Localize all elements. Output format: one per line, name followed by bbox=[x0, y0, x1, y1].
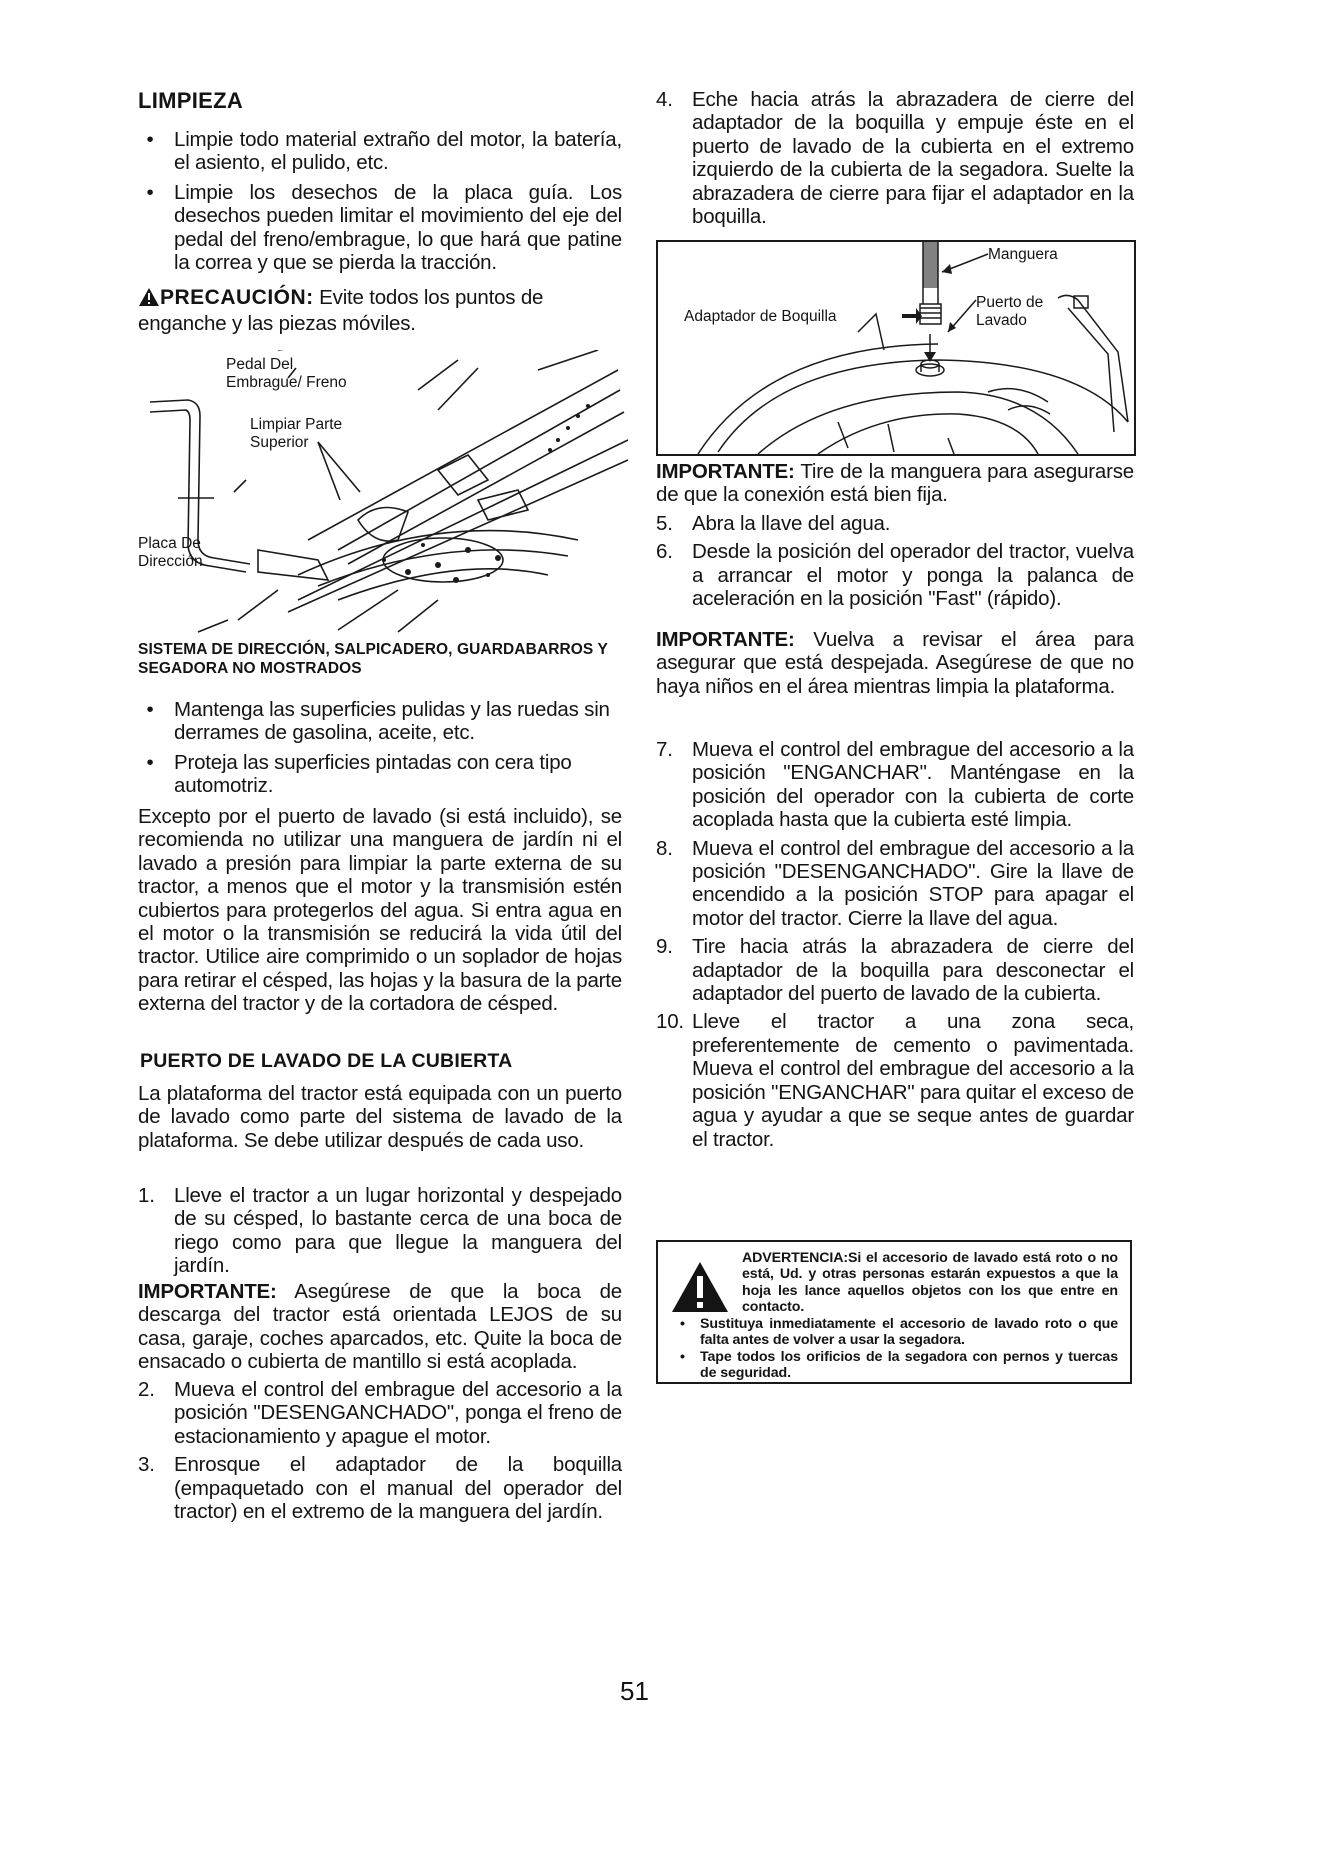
wash-port-illustration bbox=[658, 242, 1134, 454]
list-item: • Sustituya inmediatamente el accesorio de lavado roto o que falta antes de volver a usar la segadora. bbox=[680, 1316, 1118, 1349]
label-manguera: Manguera bbox=[988, 246, 1058, 263]
label-puerto: Puerto de Lavado bbox=[976, 294, 1044, 329]
list-item: • Mantenga las superficies pulidas y las ruedas sin derrames de gasolina, aceite, etc. bbox=[146, 698, 610, 745]
list-item: 6. Desde la posición del operador del tractor, vuelva a arrancar el motor y ponga la palanca de aceleración en la posición "Fast" (rápido). bbox=[656, 540, 1134, 611]
list-item: • Limpie todo material extraño del motor, la batería, el asiento, el pulido, etc. bbox=[146, 128, 622, 175]
excepto-paragraph: Excepto por el puerto de lavado (si está incluido), se recomienda no utilizar una manguera de jardín ni el lavado a presión para limpiar la parte externa de su tractor, a menos que el motor y la transmisión estén cubiertos para protegerlos del agua. Si entra agua en el motor o la transmisión se reducirá la vida útil del tractor. Utilice aire comprimido o un soplador de hojas para retirar el césped, las hojas y la basura de la parte externa del tractor y de la cortadora de césped. bbox=[138, 805, 622, 1016]
list-item: 2. Mueva el control del embrague del accesorio a la posición "DESENGANCHADO", ponga el freno de estacionamiento y apague el motor. bbox=[138, 1378, 622, 1448]
warning-triangle-icon bbox=[138, 287, 160, 312]
importante-2: IMPORTANTE: Tire de la manguera para asegurarse de que la conexión está bien fija. bbox=[656, 460, 1134, 507]
section-title-limpieza: LIMPIEZA bbox=[138, 88, 244, 113]
warning-message: ADVERTENCIA:Si el accesorio de lavado está roto o no está, Ud. y otras personas estarán expuestos a que la hoja les lance aquellos objetos con los que entre en contacto. bbox=[742, 1250, 1118, 1316]
precaucion-note: PRECAUCIÓN: Evite todos los puntos de enganche y las piezas móviles. bbox=[138, 286, 544, 336]
label-limpiar: Limpiar Parte Superior bbox=[250, 416, 343, 451]
list-item: 7. Mueva el control del embrague del accesorio a la posición "ENGANCHAR". Manténgase en la posición del operador con la cubierta de corte acoplada hasta que la cubierta esté limpia. bbox=[656, 738, 1134, 832]
list-item: • Limpie los desechos de la placa guía. Los desechos pueden limitar el movimiento del eje del pedal del freno/embrague, lo que hará que patine la correa y que se pierda la tracción. bbox=[146, 180, 622, 275]
list-item: 4. Eche hacia atrás la abrazadera de cierre del adaptador de la boquilla y empuje éste en el puerto de lavado de la cubierta en el extremo izquierdo de la cubierta de la segadora. Suelte la abrazadera de cierre para fijar el adaptador en la boquilla. bbox=[656, 88, 1134, 229]
section-title-puerto: PUERTO DE LAVADO DE LA CUBIERTA bbox=[140, 1050, 513, 1072]
list-item: 9. Tire hacia atrás la abrazadera de cierre del adaptador de la boquilla para desconectar el adaptador del puerto de lavado de la cubierta. bbox=[656, 935, 1134, 1006]
list-item: 3. Enrosque el adaptador de la boquilla (empaquetado con el manual del operador del tractor) en el extremo de la manguera del jardín. bbox=[138, 1453, 622, 1524]
list-item: 8. Mueva el control del embrague del accesorio a la posición "DESENGANCHADO". Gire la llave de encendido a la posición STOP para apagar el motor del tractor. Cierre la llave del agua. bbox=[656, 836, 1134, 930]
list-item: • Proteja las superficies pintadas con cera tipo automotriz. bbox=[146, 750, 572, 798]
step-1 bbox=[138, 1184, 622, 1283]
puerto-paragraph: La plataforma del tractor está equipada con un puerto de lavado como parte del sistema de lavado de la plataforma. Se debe utilizar después de cada uso. bbox=[138, 1082, 622, 1152]
steps-2-3 bbox=[138, 1378, 622, 1528]
list-item: 5. Abra la llave del agua. bbox=[656, 512, 891, 535]
importante-3: IMPORTANTE: Vuelva a revisar el área para asegurar que está despejada. Asegúrese de que no haya niños en el área mientras limpia la plataforma. bbox=[656, 628, 1134, 698]
limpieza-bullets bbox=[138, 128, 622, 280]
list-item: • Tape todos los orificios de la segadora con pernos y tuercas de seguridad. bbox=[680, 1348, 1118, 1382]
importante-1: IMPORTANTE: Asegúrese de que la boca de descarga del tractor está orientada LEJOS de su casa, garaje, coches aparcados, etc. Quite la boca de ensacado o cubierta de mantillo si está acoplada. bbox=[138, 1280, 622, 1374]
list-item: 10. Lleve el tractor a una zona seca, preferentemente de cemento o pavimentada. Mueva el control del embrague del accesorio a la posición "ENGANCHAR" para quitar el exceso de agua y ayudar a que se seque antes de guardar el tractor. bbox=[656, 1010, 1134, 1151]
wash-port-figure bbox=[656, 240, 1136, 456]
figure-caption: SISTEMA DE DIRECCIÓN, SALPICADERO, GUARDABARROS Y SEGADORA NO MOSTRADOS bbox=[138, 641, 608, 677]
warning-box bbox=[656, 1240, 1132, 1384]
page-number: 51 bbox=[620, 1676, 649, 1706]
step-4 bbox=[656, 88, 1134, 233]
warning-triangle-icon bbox=[670, 1260, 730, 1319]
list-item: 1. Lleve el tractor a un lugar horizontal y despejado de su césped, lo bastante cerca de una boca de riego como para que llegue la manguera del jardín. bbox=[138, 1184, 622, 1278]
label-placa: Placa De Dirección bbox=[138, 535, 203, 570]
care-bullets bbox=[138, 698, 622, 804]
label-pedal: Pedal Del Embrague/ Freno bbox=[226, 356, 347, 391]
steps-7-10 bbox=[656, 738, 1134, 1156]
pedal-plate-illustration bbox=[138, 350, 628, 640]
warning-bullets bbox=[678, 1316, 1118, 1382]
label-adaptador: Adaptador de Boquilla bbox=[684, 308, 837, 325]
steering-plate-figure bbox=[138, 350, 628, 640]
steps-5-6 bbox=[656, 512, 1134, 616]
